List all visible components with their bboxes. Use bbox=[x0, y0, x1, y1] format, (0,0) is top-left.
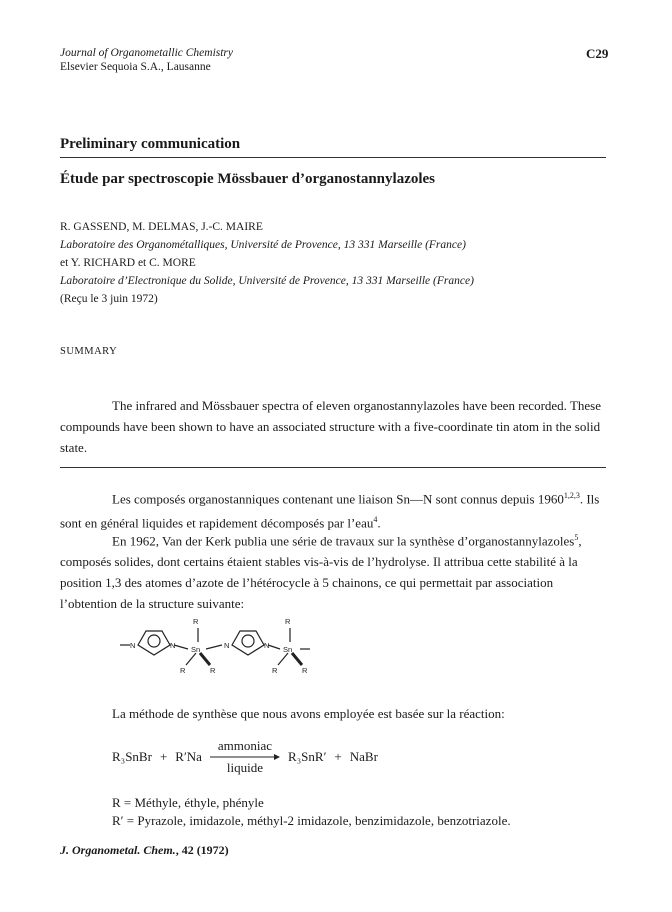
n-label-1: N bbox=[130, 641, 136, 650]
condition-top: ammoniac bbox=[217, 738, 273, 753]
summary-rule bbox=[60, 467, 606, 468]
r-label-2: R bbox=[180, 666, 186, 675]
authors-group-1: R. GASSEND, M. DELMAS, J.-C. MAIRE bbox=[60, 221, 263, 233]
definition-rprime: R′ = Pyrazole, imidazole, méthyl-2 imidazole, benzimidazole, benzotriazole. bbox=[112, 813, 511, 828]
chemical-structure bbox=[110, 615, 340, 680]
product-2: NaBr bbox=[349, 749, 378, 764]
journal-name: Journal of Organometallic Chemistry bbox=[60, 47, 234, 59]
definition-r: R = Méthyle, éthyle, phényle bbox=[112, 795, 264, 810]
p1-text-a: Les composés organostanniques contenant une liaison Sn—N sont connus depuis 1960 bbox=[112, 491, 564, 507]
received-date: (Reçu le 3 juin 1972) bbox=[60, 293, 158, 305]
r-label-6: R bbox=[302, 666, 308, 675]
reaction-equation bbox=[112, 738, 378, 776]
p1-ref-2: 4 bbox=[373, 515, 378, 525]
body-paragraph-3: La méthode de synthèse que nous avons employée est basée sur la réaction: bbox=[112, 706, 505, 721]
sn-label-2: Sn bbox=[283, 645, 293, 654]
sn-label-1: Sn bbox=[191, 645, 201, 654]
page-number: C29 bbox=[586, 46, 609, 61]
p1-text-b: . Ils sont en général liquides et rapidement décomposés par l’eau bbox=[60, 491, 600, 531]
p2-text-a: En 1962, Van der Kerk publia une série de travaux sur la synthèse d’organostannylazoles bbox=[112, 533, 575, 549]
top-rule bbox=[60, 157, 606, 158]
plus-sign-2: + bbox=[334, 749, 342, 764]
body-paragraph-2 bbox=[60, 527, 606, 614]
publisher: Elsevier Sequoia S.A., Lausanne bbox=[60, 61, 211, 73]
reaction-arrow bbox=[210, 738, 280, 776]
reactant-2: R′Na bbox=[175, 749, 202, 764]
footer-volume: , 42 (1972) bbox=[175, 843, 229, 857]
reactant-1: R₃SnBr bbox=[112, 749, 152, 764]
summary-heading: SUMMARY bbox=[60, 346, 118, 357]
article-title: Étude par spectroscopie Mössbauer d’organostannylazoles bbox=[60, 171, 436, 187]
footer-journal: J. Organometal. Chem. bbox=[60, 843, 176, 857]
r-label-1: R bbox=[193, 617, 199, 626]
r-label-4: R bbox=[285, 617, 291, 626]
n-label-2: N bbox=[170, 641, 176, 650]
condition-bottom: liquide bbox=[226, 760, 264, 775]
p2-ref: 5 bbox=[574, 533, 579, 542]
summary-text: The infrared and Mössbauer spectra of eleven organostannylazoles have been recorded. These compounds have been shown to have an associated structure with a five-coordinate tin atom in the solid state. bbox=[60, 398, 601, 455]
affiliation-1: Laboratoire des Organométalliques, Université de Provence, 13 331 Marseille (France) bbox=[60, 239, 466, 251]
n-label-4: N bbox=[264, 641, 270, 650]
p2-text-b: , composés solides, dont certains étaient stables vis-à-vis de l’hydrolyse. Il attribua cette stabilité à la position 1,3 des atomes d’azote de l’hétérocycle à 5 chainons, ce qui permettait par association l’obtention de la structure suivante: bbox=[60, 533, 582, 612]
product-1: R₃SnR′ bbox=[287, 749, 327, 764]
footer-citation bbox=[60, 843, 229, 858]
n-label-3: N bbox=[224, 641, 230, 650]
authors-group-2: et Y. RICHARD et C. MORE bbox=[60, 257, 196, 269]
p1-ref: 1,2,3 bbox=[563, 491, 580, 500]
section-heading: Preliminary communication bbox=[60, 136, 241, 152]
affiliation-2: Laboratoire d’Electronique du Solide, Université de Provence, 13 331 Marseille (France) bbox=[60, 275, 474, 287]
r-label-3: R bbox=[210, 666, 216, 675]
p1-text-c: . bbox=[377, 515, 381, 531]
r-label-5: R bbox=[272, 666, 278, 675]
plus-sign-1: + bbox=[159, 749, 168, 764]
